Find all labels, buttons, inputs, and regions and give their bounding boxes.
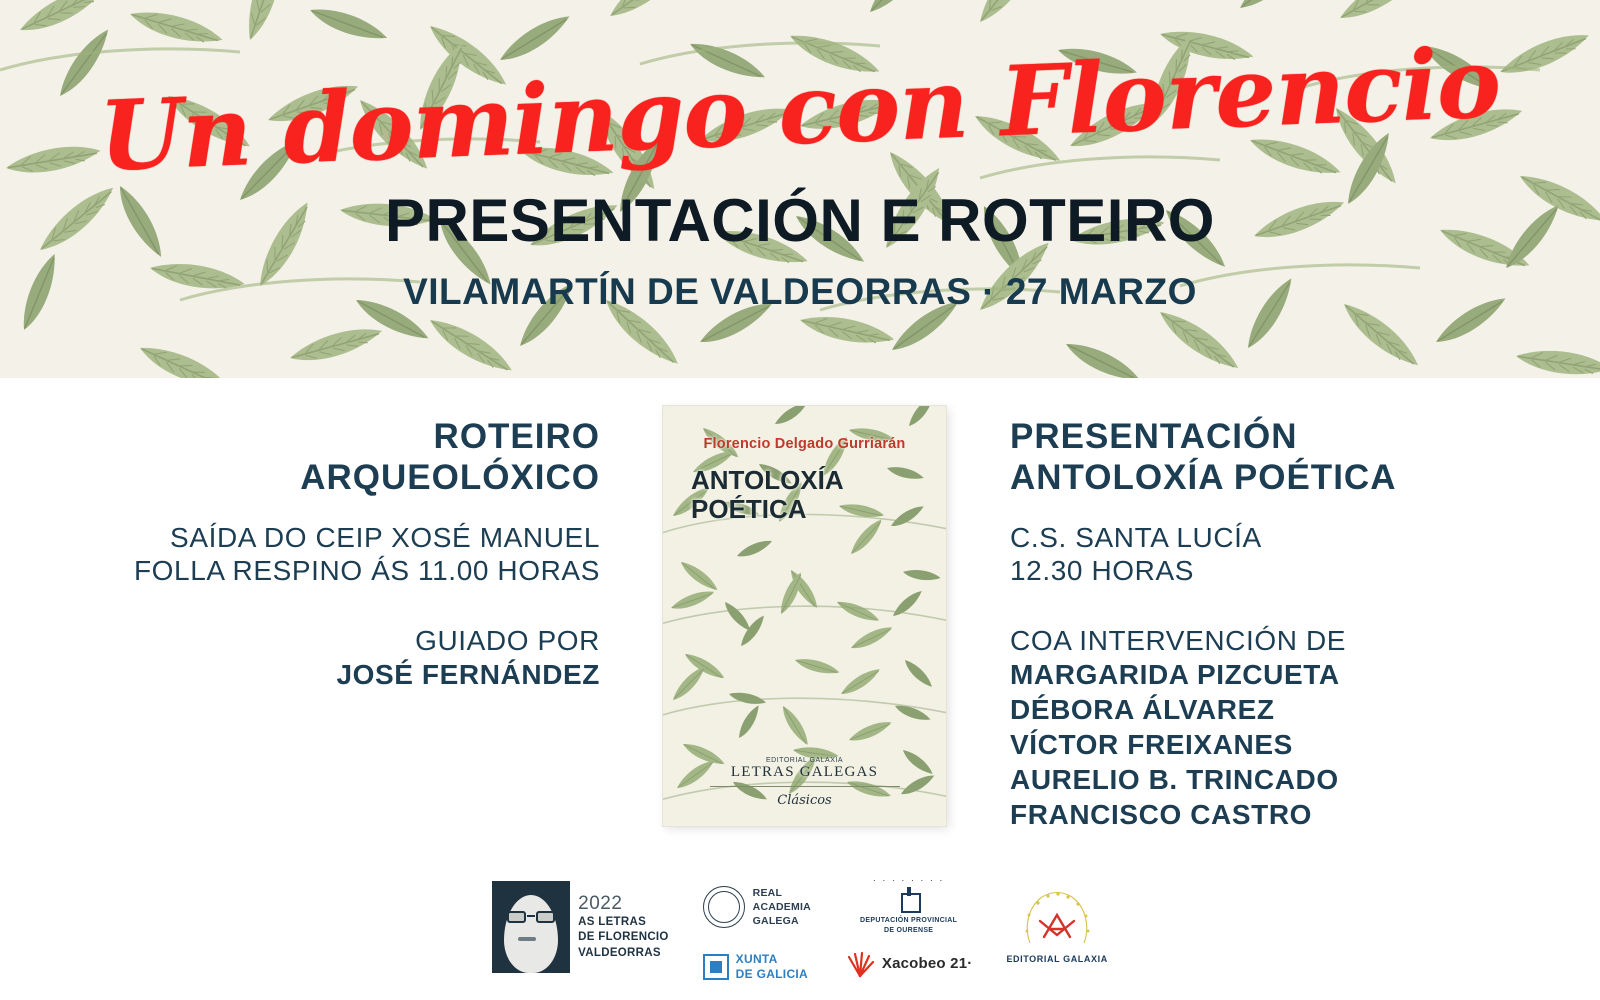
roteiro-detail-line1: SAÍDA DO CEIP XOSÉ MANUEL bbox=[170, 521, 600, 553]
florencio-portrait-icon bbox=[492, 881, 570, 973]
deputacion-building-icon bbox=[898, 887, 920, 913]
header-text-block bbox=[0, 0, 1600, 313]
florencio-line2: DE FLORENCIO bbox=[578, 931, 669, 944]
roteiro-column bbox=[80, 416, 600, 692]
xunta-line1: XUNTA bbox=[735, 952, 778, 966]
logo-as-letras-florencio bbox=[492, 881, 669, 973]
participant-item: MARGARIDA PIZCUETA bbox=[1010, 659, 1340, 691]
participant-item: DÉBORA ÁLVAREZ bbox=[1010, 694, 1275, 726]
book-divider bbox=[710, 786, 900, 787]
rag-line3: GALEGA bbox=[752, 915, 799, 928]
logo-xacobeo bbox=[845, 949, 973, 979]
deputacion-line2: DE OURENSE bbox=[883, 926, 934, 934]
book-title-line2: POÉTICA bbox=[691, 493, 807, 524]
rag-line1: REAL bbox=[752, 886, 783, 899]
book-collection-sub: Clásicos bbox=[777, 793, 832, 808]
participant-item: VÍCTOR FREIXANES bbox=[1010, 729, 1293, 761]
presentacion-time: 12.30 HORAS bbox=[1010, 555, 1195, 587]
sponsor-logo-strip bbox=[0, 872, 1600, 982]
presentacion-column bbox=[1010, 416, 1530, 832]
rag-seal-icon bbox=[703, 886, 745, 928]
presentacion-venue: C.S. SANTA LUCÍA bbox=[1010, 521, 1262, 553]
logo-real-academia-galega bbox=[703, 872, 811, 942]
xacobeo-shell-icon bbox=[845, 949, 875, 979]
event-script-title: Un domingo con Florencio bbox=[97, 26, 1503, 193]
book-publisher-block bbox=[663, 757, 946, 808]
galaxia-label: EDITORIAL GALAXIA bbox=[1006, 953, 1108, 964]
galaxia-emblem-icon bbox=[1018, 891, 1096, 953]
florencio-year: 2022 bbox=[578, 893, 623, 915]
roteiro-guide-name: JOSÉ FERNÁNDEZ bbox=[336, 659, 600, 691]
page-subtitle: VILAMARTÍN DE VALDEORRAS · 27 MARZO bbox=[403, 271, 1197, 312]
logo-xunta-de-galicia bbox=[703, 952, 811, 982]
deputacion-line1: DEPUTACIÓN PROVINCIAL bbox=[860, 917, 958, 925]
logo-deputacion-ourense bbox=[860, 875, 957, 935]
book-collection: LETRAS GALEGAS bbox=[730, 764, 879, 780]
roteiro-heading-line1: ROTEIRO bbox=[433, 417, 600, 456]
presentacion-heading-line2: ANTOLOXÍA POÉTICA bbox=[1010, 458, 1397, 498]
logo-group-deputacion-xacobeo bbox=[845, 875, 973, 979]
book-title-line1: ANTOLOXÍA bbox=[691, 465, 844, 495]
roteiro-detail-line2: FOLLA RESPINO ÁS 11.00 HORAS bbox=[133, 555, 600, 587]
xunta-mark-icon bbox=[703, 954, 729, 980]
page-title: PRESENTACIÓN E ROTEIRO bbox=[385, 187, 1215, 254]
book-cover-text bbox=[663, 406, 946, 826]
deputacion-dots: · · · · · · · · bbox=[872, 875, 945, 886]
participant-item: FRANCISCO CASTRO bbox=[1010, 799, 1313, 831]
header-band bbox=[0, 0, 1600, 378]
participants-label: COA INTERVENCIÓN DE bbox=[1010, 624, 1347, 656]
xunta-line2: DE GALICIA bbox=[735, 967, 809, 981]
presentacion-heading-line1: PRESENTACIÓN bbox=[1010, 417, 1298, 456]
logo-group-institutions bbox=[703, 872, 811, 982]
rag-line2: ACADEMIA bbox=[752, 900, 811, 913]
xacobeo-label: Xacobeo 21· bbox=[881, 955, 973, 973]
book-cover bbox=[663, 406, 946, 826]
florencio-line3: VALDEORRAS bbox=[578, 946, 661, 959]
book-author: Florencio Delgado Gurriarán bbox=[703, 436, 906, 452]
roteiro-guide-label: GUIADO POR bbox=[415, 624, 600, 656]
logo-editorial-galaxia bbox=[1006, 891, 1107, 964]
book-publisher: EDITORIAL GALAXIA bbox=[766, 757, 843, 764]
roteiro-heading-line2: ARQUEOLÓXICO bbox=[300, 458, 600, 498]
main-content bbox=[0, 378, 1600, 1000]
florencio-line1: AS LETRAS bbox=[578, 916, 647, 929]
participant-item: AURELIO B. TRINCADO bbox=[1010, 764, 1339, 796]
